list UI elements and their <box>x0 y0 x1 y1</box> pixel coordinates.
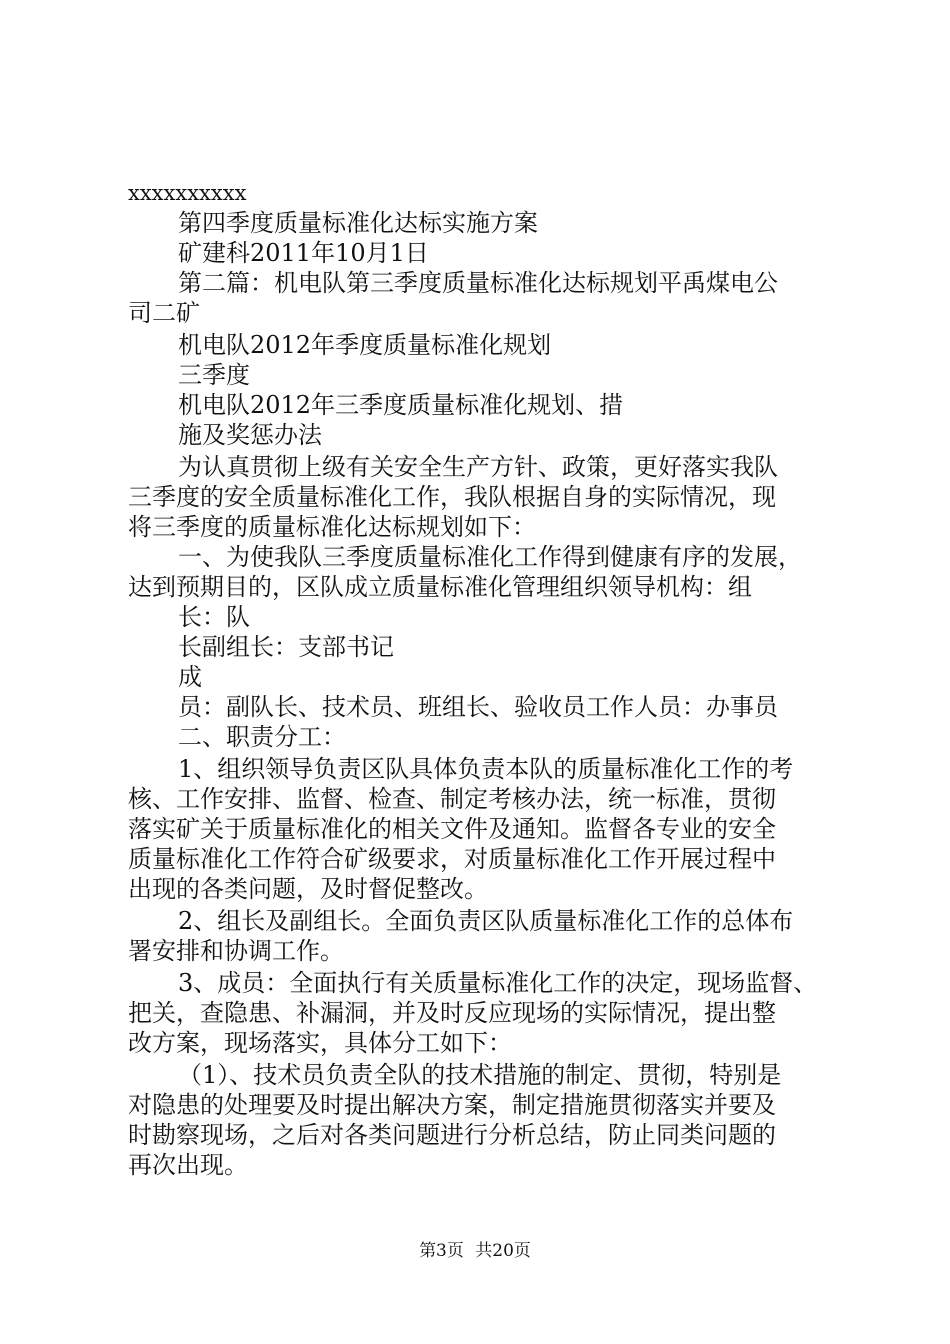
paragraph-line: 成 <box>178 663 202 691</box>
subtitle-line: 机电队2012年季度质量标准化规划 <box>178 331 552 359</box>
paragraph-line: 为认真贯彻上级有关安全生产方针、政策，更好落实我队 <box>178 453 778 481</box>
paragraph-line: 3、成员：全面执行有关质量标准化工作的决定，现场监督、 <box>178 969 818 997</box>
section-heading-cont: 司二矿 <box>128 299 200 327</box>
paragraph-line: 对隐患的处理要及时提出解决方案，制定措施贯彻落实并要及 <box>128 1091 776 1119</box>
paragraph-line: 长：队 <box>178 603 250 631</box>
paragraph-line: 达到预期目的，区队成立质量标准化管理组织领导机构：组 <box>128 573 752 601</box>
paragraph-line: 再次出现。 <box>128 1151 248 1179</box>
subtitle-line: 机电队2012年三季度质量标准化规划、措 <box>178 391 624 419</box>
paragraph-line: 三季度的安全质量标准化工作，我队根据自身的实际情况，现 <box>128 483 776 511</box>
paragraph-line: 员：副队长、技术员、班组长、验收员工作人员：办事员 <box>178 693 778 721</box>
paragraph-line: 核、工作安排、监督、检查、制定考核办法，统一标准，贯彻 <box>128 785 776 813</box>
header-placeholder: xxxxxxxxxx <box>128 181 247 205</box>
paragraph-line: 将三季度的质量标准化达标规划如下： <box>128 513 536 541</box>
paragraph-line: （1）、技术员负责全队的技术措施的制定、贯彻，特别是 <box>178 1061 782 1089</box>
section-label: 二、职责分工： <box>178 723 346 751</box>
paragraph-line: 落实矿关于质量标准化的相关文件及通知。监督各专业的安全 <box>128 815 776 843</box>
paragraph-line: 长副组长：支部书记 <box>178 633 394 661</box>
document-title: 第四季度质量标准化达标实施方案 <box>178 209 538 237</box>
paragraph-line: 出现的各类问题，及时督促整改。 <box>128 875 488 903</box>
paragraph-line: 质量标准化工作符合矿级要求，对质量标准化工作开展过程中 <box>128 845 776 873</box>
page-number: 第3页 <box>419 1241 464 1261</box>
paragraph-line: 署安排和协调工作。 <box>128 937 344 965</box>
paragraph-line: 时勘察现场，之后对各类问题进行分析总结，防止同类问题的 <box>128 1121 776 1149</box>
paragraph-line: 2、组长及副组长。全面负责区队质量标准化工作的总体布 <box>178 907 794 935</box>
paragraph-line: 改方案，现场落实，具体分工如下： <box>128 1029 512 1057</box>
page-total: 共20页 <box>475 1241 531 1261</box>
section-heading: 第二篇：机电队第三季度质量标准化达标规划平禹煤电公 <box>178 269 778 297</box>
paragraph-line: 1、组织领导负责区队具体负责本队的质量标准化工作的考 <box>178 755 794 783</box>
date-line: 矿建科2011年10月1日 <box>178 239 429 267</box>
paragraph-line: 把关，查隐患、补漏洞，并及时反应现场的实际情况，提出整 <box>128 999 776 1027</box>
subtitle-line: 三季度 <box>178 361 250 389</box>
subtitle-line: 施及奖惩办法 <box>178 421 322 449</box>
paragraph-line: 一、为使我队三季度质量标准化工作得到健康有序的发展， <box>178 543 802 571</box>
page-footer <box>0 1240 950 1262</box>
